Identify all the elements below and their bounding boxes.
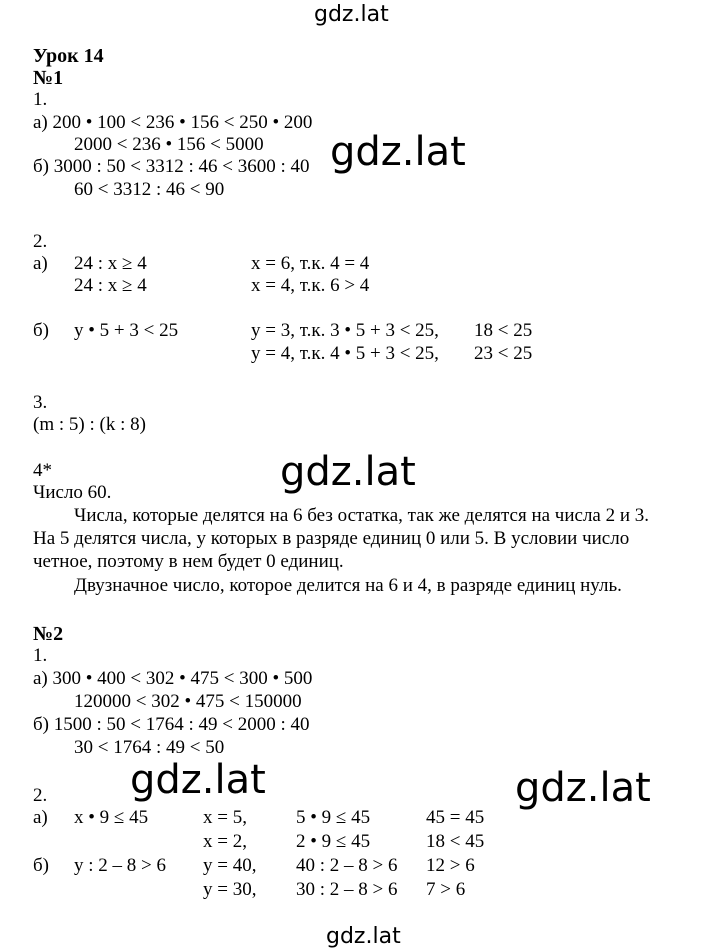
t1-part2-row1-sol: x = 6, т.к. 4 = 4 bbox=[251, 253, 370, 274]
t2-part2-row2-res: 18 < 45 bbox=[426, 831, 485, 852]
t2-part2-row3-check: 40 : 2 – 8 > 6 bbox=[296, 855, 398, 876]
lesson-title: Урок 14 bbox=[33, 45, 104, 67]
watermark-4: gdz.lat bbox=[515, 765, 651, 811]
t1-part3-expr: (m : 5) : (k : 8) bbox=[33, 414, 146, 435]
t1-part3-number: 3. bbox=[33, 392, 48, 413]
t2-part2-row1-check: 5 • 9 ≤ 45 bbox=[296, 807, 371, 828]
t1-part2-row2-expr: 24 : x ≥ 4 bbox=[74, 275, 147, 296]
watermark-3: gdz.lat bbox=[130, 757, 266, 803]
t1-part2-row1-expr: 24 : x ≥ 4 bbox=[74, 253, 147, 274]
t1-part4-para1: Числа, которые делятся на 6 без остатка, так же делятся на числа 2 и 3. bbox=[74, 505, 650, 526]
t1-part4-para2: На 5 делятся числа, у которых в разряде единиц 0 или 5. В условии число bbox=[33, 528, 630, 549]
t1-part1-number: 1. bbox=[33, 89, 48, 110]
t2-part2-label-a: а) bbox=[33, 807, 48, 828]
t1-part4-number: 4* bbox=[33, 460, 52, 481]
t2-part1-a-line1: а) 300 • 400 < 302 • 475 < 300 • 500 bbox=[33, 668, 313, 689]
t1-part2-row3-sol: y = 3, т.к. 3 • 5 + 3 < 25, bbox=[251, 320, 439, 341]
t2-part2-row1-res: 45 = 45 bbox=[426, 807, 485, 828]
t2-part1-b-line2: 30 < 1764 : 49 < 50 bbox=[74, 737, 225, 758]
t2-part2-row4-val: y = 30, bbox=[203, 879, 257, 900]
t1-part2-label-b: б) bbox=[33, 320, 49, 341]
t2-part2-label-b: б) bbox=[33, 855, 49, 876]
t1-part2-row2-sol: x = 4, т.к. 6 > 4 bbox=[251, 275, 370, 296]
t2-part2-row2-val: x = 2, bbox=[203, 831, 247, 852]
t1-part2-label-a: а) bbox=[33, 253, 48, 274]
t2-part2-row3-expr: y : 2 – 8 > 6 bbox=[74, 855, 166, 876]
t1-part1-a-line2: 2000 < 236 • 156 < 5000 bbox=[74, 134, 264, 155]
task-2-title: №2 bbox=[33, 623, 64, 645]
t1-part1-b-line2: 60 < 3312 : 46 < 90 bbox=[74, 179, 225, 200]
task-1-title: №1 bbox=[33, 67, 64, 89]
t1-part4-para4: Двузначное число, которое делится на 6 и 4, в разряде единиц нуль. bbox=[74, 575, 622, 596]
t2-part2-row1-expr: x • 9 ≤ 45 bbox=[74, 807, 149, 828]
t2-part2-row4-res: 7 > 6 bbox=[426, 879, 466, 900]
t1-part2-number: 2. bbox=[33, 231, 48, 252]
t1-part2-row4-sol: y = 4, т.к. 4 • 5 + 3 < 25, bbox=[251, 343, 439, 364]
t1-part2-row4-res: 23 < 25 bbox=[474, 343, 533, 364]
watermark-2: gdz.lat bbox=[280, 449, 416, 495]
watermark-top: gdz.lat bbox=[314, 2, 389, 27]
t2-part2-number: 2. bbox=[33, 785, 48, 806]
t2-part2-row2-check: 2 • 9 ≤ 45 bbox=[296, 831, 371, 852]
t1-part4-para3: четное, поэтому в нем будет 0 единиц. bbox=[33, 551, 344, 572]
t1-part2-row3-res: 18 < 25 bbox=[474, 320, 533, 341]
t2-part1-b-line1: б) 1500 : 50 < 1764 : 49 < 2000 : 40 bbox=[33, 714, 310, 735]
t2-part2-row1-val: x = 5, bbox=[203, 807, 247, 828]
watermark-bottom: gdz.lat bbox=[326, 924, 401, 949]
t2-part1-number: 1. bbox=[33, 645, 48, 666]
t2-part2-row4-check: 30 : 2 – 8 > 6 bbox=[296, 879, 398, 900]
t2-part2-row3-res: 12 > 6 bbox=[426, 855, 475, 876]
t1-part4-answer: Число 60. bbox=[33, 482, 112, 503]
t2-part2-row3-val: y = 40, bbox=[203, 855, 257, 876]
t1-part1-b-line1: б) 3000 : 50 < 3312 : 46 < 3600 : 40 bbox=[33, 156, 310, 177]
t1-part2-row3-expr: y • 5 + 3 < 25 bbox=[74, 320, 179, 341]
t2-part1-a-line2: 120000 < 302 • 475 < 150000 bbox=[74, 691, 302, 712]
t1-part1-a-line1: а) 200 • 100 < 236 • 156 < 250 • 200 bbox=[33, 112, 313, 133]
watermark-1: gdz.lat bbox=[330, 129, 466, 175]
